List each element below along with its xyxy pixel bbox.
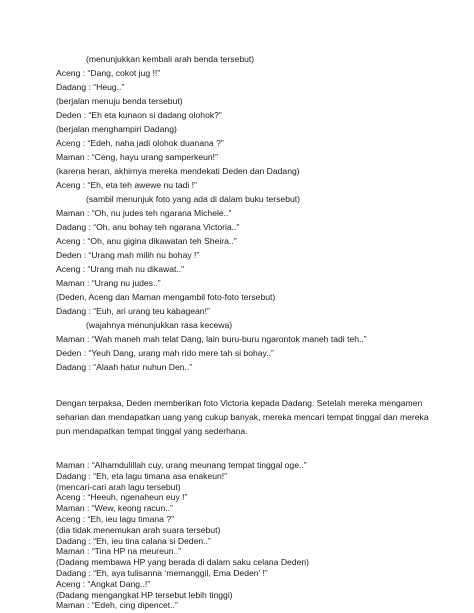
dialogue-line: Maman : “Wah maneh mah telat Dang, lain buru-buru ngarontok maneh tadi teh..” — [56, 334, 367, 344]
dialogue-line: Maman : “Edeh, cing dipencet..” — [56, 600, 178, 611]
stage-direction: (Dadang mengangkat HP tersebut lebih tinggi) — [56, 589, 233, 600]
dialogue-line: Aceng : “Dang, cokot jug !!” — [56, 68, 161, 78]
dialogue-line: Aceng : “Urang mah nu dikawat..” — [56, 264, 185, 274]
dialogue-line: Aceng : “Edeh, naha jadi olohok duanana ?” — [56, 138, 224, 148]
dialogue-line: Deden : “Urang mah milih nu bohay !” — [56, 250, 200, 260]
dialogue-line: Deden : “Yeuh Dang, urang mah rido mere tah si bohay..” — [56, 348, 274, 358]
dialogue-line: Dadang : “Eh, eta lagu timana asa enakeun!” — [56, 470, 228, 481]
stage-direction: (Dadang membawa HP yang berada di dalam saku celana Deden) — [56, 557, 310, 568]
dialogue-line: Aceng : “Heeuh, ngenaheun euy !” — [56, 492, 188, 503]
dialogue-line: Deden : “Eh eta kunaon si dadang olohok?” — [56, 110, 222, 120]
stage-direction: (menunjukkan kembali arah benda tersebut) — [86, 54, 255, 64]
dialogue-line: Dadang : “Eh, ieu tina calana si Deden..” — [56, 535, 211, 546]
stage-direction: (Deden, Aceng dan Maman mengambil foto-foto tersebut) — [56, 292, 276, 302]
stage-direction: (mencari-cari arah lagu tersebut) — [56, 481, 181, 492]
stage-direction: (berjalan menuju benda tersebut) — [56, 96, 183, 106]
dialogue-line: Dadang : “Alaah hatur nuhun Den..” — [56, 362, 193, 372]
narrative-paragraph: Dengan terpaksa, Deden memberikan foto Victoria kepada Dadang. Setelah mereka mengamen seharian dan mendapatkan uang yang cukup banyak, mereka mencari tempat tinggal dan mereka pun mendapatkan tempat tinggal yang sederhana. — [56, 398, 429, 436]
dialogue-line: Maman : “Ceng, hayu urang samperkeun!” — [56, 152, 218, 162]
dialogue-line: Aceng : “Oh, anu gigina dikawatan teh Sheira..” — [56, 236, 237, 246]
dialogue-line: Dadang : “Euh, ari urang teu kabagean!” — [56, 306, 210, 316]
dialogue-line: Maman : “Oh, nu judes teh ngarana Michele..” — [56, 208, 232, 218]
stage-direction: (berjalan menghampiri Dadang) — [56, 124, 177, 134]
stage-direction: (dia tidak menemukan arah suara tersebut) — [56, 524, 221, 535]
stage-direction: (sambil menunjuk foto yang ada di dalam buku tersebut) — [86, 194, 301, 204]
dialogue-line: Dadang : “Oh, anu bohay teh ngarana Victoria..” — [56, 222, 240, 232]
dialogue-line: Dadang : “Eh, aya tulisanna ‘memanggil, Ema Deden’ !” — [56, 568, 268, 578]
dialogue-line: Aceng : “Eh, ieu lagu timana ?” — [56, 514, 174, 524]
dialogue-line: Maman : “Tina HP na meureun..” — [56, 546, 182, 557]
dialogue-line: Dadang : “Heug..” — [56, 82, 125, 92]
dialogue-line: Maman : “Urang nu judes..” — [56, 278, 161, 288]
stage-direction: (karena heran, akhirnya mereka mendekati Deden dan Dadang) — [56, 166, 300, 176]
stage-direction: (wajahnya menunjukkan rasa kecewa) — [86, 320, 233, 330]
dialogue-line: Aceng : “Angkat Dang..!” — [56, 578, 151, 589]
dialogue-line: Aceng : “Eh, eta teh awewe nu tadi !” — [56, 180, 197, 190]
dialogue-line: Maman : “Wew, keong racun..” — [56, 503, 173, 514]
dialogue-line: Maman : “Alhamdulillah cuy, urang meunang tempat tinggal oge..” — [56, 460, 307, 470]
